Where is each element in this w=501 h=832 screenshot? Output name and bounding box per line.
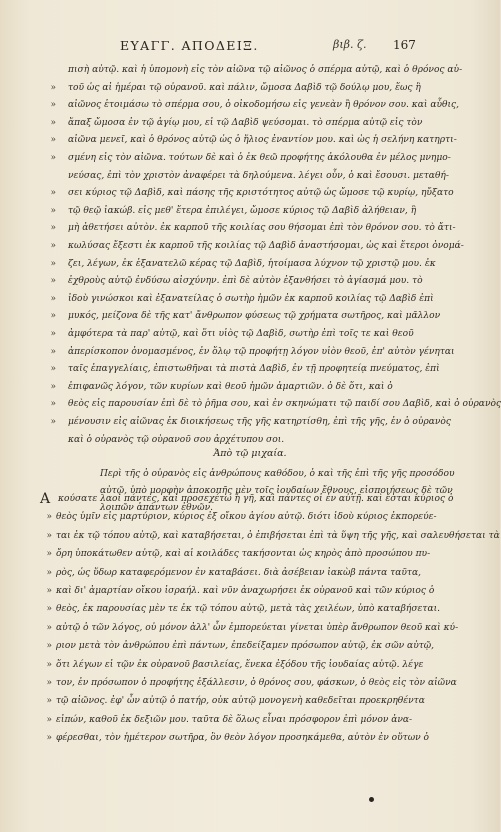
- page-number: 167: [393, 38, 416, 52]
- text-line: καὶ ὁ οὐρανὸς τῷ οὐρανοῦ σου ἀρχέτυπου σοι.: [68, 434, 285, 445]
- text-line: μὴ ἀθετήσει αὐτὸν. ἐκ καρποῦ τῆς κοιλίας σου θήσομαι ἐπὶ τὸν θρόνον σου. τὸ ἄτι-: [68, 223, 456, 234]
- text-line: καὶ δι' ἁμαρτίαν οἴκου ἰσραήλ. καὶ νῦν ἀναχωρήσει ἐκ οὐρανοῦ καὶ τῶν κύριος ὁ: [56, 586, 435, 596]
- text-line: θεὸς, ἐκ παρουσίας μὲν τε ἐκ τῷ τόπου αὐτῷ, μετὰ τὰς χειλέων, ὑπὸ καταβήσεται.: [56, 604, 441, 615]
- text-line: ἀμφότερα τὰ παρ' αὐτῷ, καὶ ὅτι υἱὸς τῷ Δαβὶδ, σωτὴρ ἐπὶ τοῖς τε καὶ θεοῦ: [68, 329, 414, 339]
- text-line: ἐχθροὺς αὐτῷ ἐνδύσω αἰσχύνην. ἐπὶ δὲ αὐτὸν ἐξανθήσει τὸ ἁγίασμά μου. τὸ: [68, 276, 423, 287]
- quotation-margin-mark: »: [50, 223, 56, 234]
- text-line: πισὴ αὐτῷ. καὶ ἡ ὑπομονὴ εἰς τὸν αἰῶνα τῷ αἰῶνος ὁ σπέρμα αὐτῷ, καὶ ὁ θρόνος αὐ-: [68, 65, 463, 75]
- text-line: μένουσιν εἰς αἰῶνας ἐκ διοικήσεως τῆς γῆς κατηρτίσθη, ἐπὶ τῆς γῆς, ἐν ὁ οὐρανὸς: [68, 417, 451, 427]
- quotation-margin-mark: »: [50, 417, 56, 427]
- section-heading: Ἀπὸ τῷ μιχαία.: [213, 448, 287, 459]
- text-line: τοῦ ὡς αἱ ἡμέραι τῷ οὐρανοῦ. καὶ πάλιν, ὤμοσα Δαβὶδ τῷ δούλῳ μου, ἕως ἢ: [68, 82, 421, 93]
- quotation-margin-mark: »: [50, 346, 56, 357]
- text-line: φέρεσθαι, τὸν ἡμέτερον σωτῆρα, ὃν θεὸν λόγον προσηκάμεθα, αὐτὸν ἐν οὕτων ὁ: [56, 733, 430, 744]
- quotation-margin-mark: »: [50, 82, 56, 93]
- text-line: τον, ἐν πρόσωπον ὁ προφήτης ἐξάλλεσιν, ὁ θρόνος σου, φάσκων, ὁ θεὸς εἰς τὸν αἰῶνα: [56, 678, 457, 688]
- summary-line: αὐτῷ, ὑπὸ μορφὴν ἀποκοπῆς μὲν τοῖς ἰουδαίων ἔθνους, εἰσποιήσεως δὲ τῶν: [100, 486, 453, 496]
- quotation-margin-mark: »: [46, 586, 52, 596]
- quotation-margin-mark: »: [50, 117, 56, 128]
- quotation-margin-mark: »: [50, 205, 56, 216]
- text-line: κούσατε λαοὶ πάντες, καὶ προσεχέτω ἡ γῆ, καὶ πάντες οἱ ἐν αὐτῇ. καὶ ἔσται κύριος ὁ: [58, 494, 454, 504]
- text-line: νεύσας, ἐπὶ τὸν χριστὸν ἀναφέρει τὰ δηλούμενα. λέγει οὖν, ὁ καὶ ἔσουσι. μεταθή-: [68, 170, 449, 181]
- quotation-margin-mark: »: [46, 696, 52, 707]
- quotation-margin-mark: »: [50, 293, 56, 304]
- quotation-margin-mark: »: [46, 512, 52, 523]
- quotation-margin-mark: »: [46, 567, 52, 578]
- text-line: θεὸς ὑμῖν εἰς μαρτύριον, κύριος ἐξ οἴκου ἁγίου αὐτῷ. διότι ἰδοὺ κύριος ἐκπορεύε-: [56, 512, 437, 523]
- text-line: ται ἐκ τῷ τόπου αὐτῷ, καὶ καταβήσεται, ὁ ἐπιβήσεται ἐπὶ τὰ ὕψη τῆς γῆς, καὶ σαλευθήσεται τὰ: [56, 530, 500, 541]
- text-line: ὄρη ὑποκάτωθεν αὐτῷ, καὶ αἱ κοιλάδες τακήσονται ὡς κηρὸς ἀπὸ προσώπου πυ-: [56, 549, 431, 560]
- text-line: ἀπερίσκοπον ὀνομασμένος, ἐν ὅλῳ τῷ προφήτῃ λόγον υἱὸν θεοῦ, ἐπ' αὐτὸν γένηται: [68, 346, 455, 357]
- text-line: ριον μετὰ τὸν ἀνθρώπου ἐπὶ πάντων, ἐπεδείξαμεν πρόσωπον αὐτῷ, ἐκ σῶν αὐτῷ,: [56, 641, 435, 652]
- text-line: σμένη εἰς τὸν αἰῶνα. τούτων δὲ καὶ ὁ ἐκ θεῶ προφήτης ἀκόλουθα ἐν μέλος μνημο-: [68, 153, 451, 163]
- quotation-margin-mark: »: [46, 714, 52, 725]
- text-line: ταῖς ἐπαγγελίαις, ἐπιστωθῆναι τὰ πιστὰ Δαβὶδ, ἐν τῇ προφητείᾳ πνεύματος, ἐπὶ: [68, 364, 440, 375]
- quotation-margin-mark: »: [46, 530, 52, 541]
- quotation-margin-mark: »: [50, 153, 56, 163]
- quotation-margin-mark: »: [46, 641, 52, 652]
- quotation-margin-mark: »: [50, 364, 56, 375]
- text-line: αἰῶνος ἑτοιμάσω τὸ σπέρμα σου, ὁ οἰκοδομήσω εἰς γενεὰν ἢ θρόνον σου. καὶ αὖθις,: [68, 100, 460, 111]
- quotation-margin-mark: »: [46, 659, 52, 670]
- printer-mark-dot: [369, 797, 374, 802]
- text-line: θεὸς εἰς παρουσίαν ἐπὶ δὲ τὸ ῥῆμα σου, καὶ ἐν σκηνώματι τῷ παιδί σου Δαβὶδ, καὶ ὁ οὐρανὸς: [68, 399, 501, 410]
- text-line: αἰῶνα μενεῖ, καὶ ὁ θρόνος αὐτῷ ὡς ὁ ἥλιος ἐναντίον μου. καὶ ὡς ἡ σελήνη κατηρτι-: [68, 135, 457, 146]
- quotation-margin-mark: »: [50, 329, 56, 339]
- quotation-margin-mark: »: [50, 311, 56, 322]
- text-line: ἰδοὺ γινώσκοι καὶ ἐξανατείλας ὁ σωτὴρ ἡμῶν ἐκ καρποῦ κοιλίας τῷ Δαβὶδ ἐπὶ: [68, 293, 434, 304]
- quotation-margin-mark: »: [46, 733, 52, 744]
- running-head-title: ΕΥΑΓΓ. ΑΠΟΔΕΙΞ.: [120, 38, 259, 53]
- text-line: ζει, λέγων, ἐκ ἐξανατελῶ κέρας τῷ Δαβὶδ, ἡτοίμασα λύχνον τῷ χριστῷ μου. ἐκ: [68, 258, 436, 269]
- quotation-margin-mark: »: [46, 604, 52, 615]
- quotation-margin-mark: »: [50, 276, 56, 287]
- text-line: ἅπαξ ὤμοσα ἐν τῷ ἁγίῳ μου, εἰ τῷ Δαβὶδ ψεύσομαι. τὸ σπέρμα αὐτῷ εἰς τὸν: [68, 117, 423, 128]
- text-line: σει κύριος τῷ Δαβὶδ, καὶ πάσης τῆς κριστότητος αὐτῷ ὡς ὤμοσε τῷ κυρίῳ, ηὔξατο: [68, 188, 454, 199]
- text-line: κωλύσας ἔξεστι ἐκ καρποῦ τῆς κοιλίας τῷ Δαβὶδ ἀναστήσομαι, ὡς καὶ ἕτεροι ὀνομά-: [68, 241, 464, 251]
- text-line: τῷ θεῷ ἰακώβ. εἰς μεθ' ἕτερα ἐπιλέγει, ὤμοσε κύριος τῷ Δαβὶδ ἀλήθειαν, ἣ: [68, 205, 417, 216]
- running-head: [0, 38, 500, 56]
- text-line: ὅτι λέγων εἰ τῷν ἐκ οὐρανοῦ βασιλείας, ἕνεκα ἐξόδου τῆς ἰουδαίας αὐτῷ. λέγε: [56, 659, 424, 670]
- quotation-margin-mark: »: [50, 258, 56, 269]
- text-line: τῷ αἰῶνος. ἐφ' ὧν αὐτῷ ὁ πατήρ, οὐκ αὐτῷ μονογενὴ καθεδεῖται προεκρηθέντα: [56, 696, 425, 707]
- text-line: αὐτῷ ὁ τῶν λόγος, οὐ μόνον ἀλλ' ὧν ἐμπορεύεται γίνεται ὑπὲρ ἄνθρωπον θεοῦ καὶ κύ-: [56, 622, 459, 633]
- summary-line: Περὶ τῆς ὁ οὐρανὸς εἰς ἀνθρώπους καθόδου, ὁ καὶ τῆς ἐπὶ τῆς γῆς προσόδου: [100, 469, 455, 479]
- quotation-margin-mark: »: [46, 678, 52, 688]
- text-line: μυκός, μείζονα δὲ τῆς κατ' ἄνθρωπον φύσεως τῷ χρήματα σωτῆρος, καὶ μᾶλλον: [68, 311, 441, 322]
- text-line: εἰπών, καθοῦ ἐκ δεξιῶν μου. ταῦτα δὲ ὅλως εἶναι πρόσφορον ἐπὶ μόνον ἀνα-: [56, 714, 413, 725]
- quotation-margin-mark: »: [46, 549, 52, 560]
- drop-capital: Α: [40, 491, 51, 507]
- quotation-margin-mark: »: [50, 188, 56, 199]
- quotation-margin-mark: »: [50, 381, 56, 392]
- text-line: ἐπιφανῶς λόγον, τῶν κυρίων καὶ θεοῦ ἡμῶν ἁμαρτιῶν. ὁ δὲ ὅτι, καὶ ὁ: [68, 381, 393, 392]
- quotation-margin-mark: »: [46, 622, 52, 633]
- quotation-margin-mark: »: [50, 135, 56, 146]
- quotation-margin-mark: »: [50, 100, 56, 111]
- summary-line: λοιπῶν ἁπάντων ἐθνῶν.: [100, 503, 213, 513]
- quotation-margin-mark: »: [50, 241, 56, 251]
- quotation-margin-mark: »: [50, 399, 56, 410]
- running-head-chapter: βιβ. ζ.: [333, 38, 367, 51]
- text-line: ρὸς, ὡς ὕδωρ καταφερόμενον ἐν καταβάσει. διὰ ἀσέβειαν ἰακὼβ πάντα ταῦτα,: [56, 567, 421, 578]
